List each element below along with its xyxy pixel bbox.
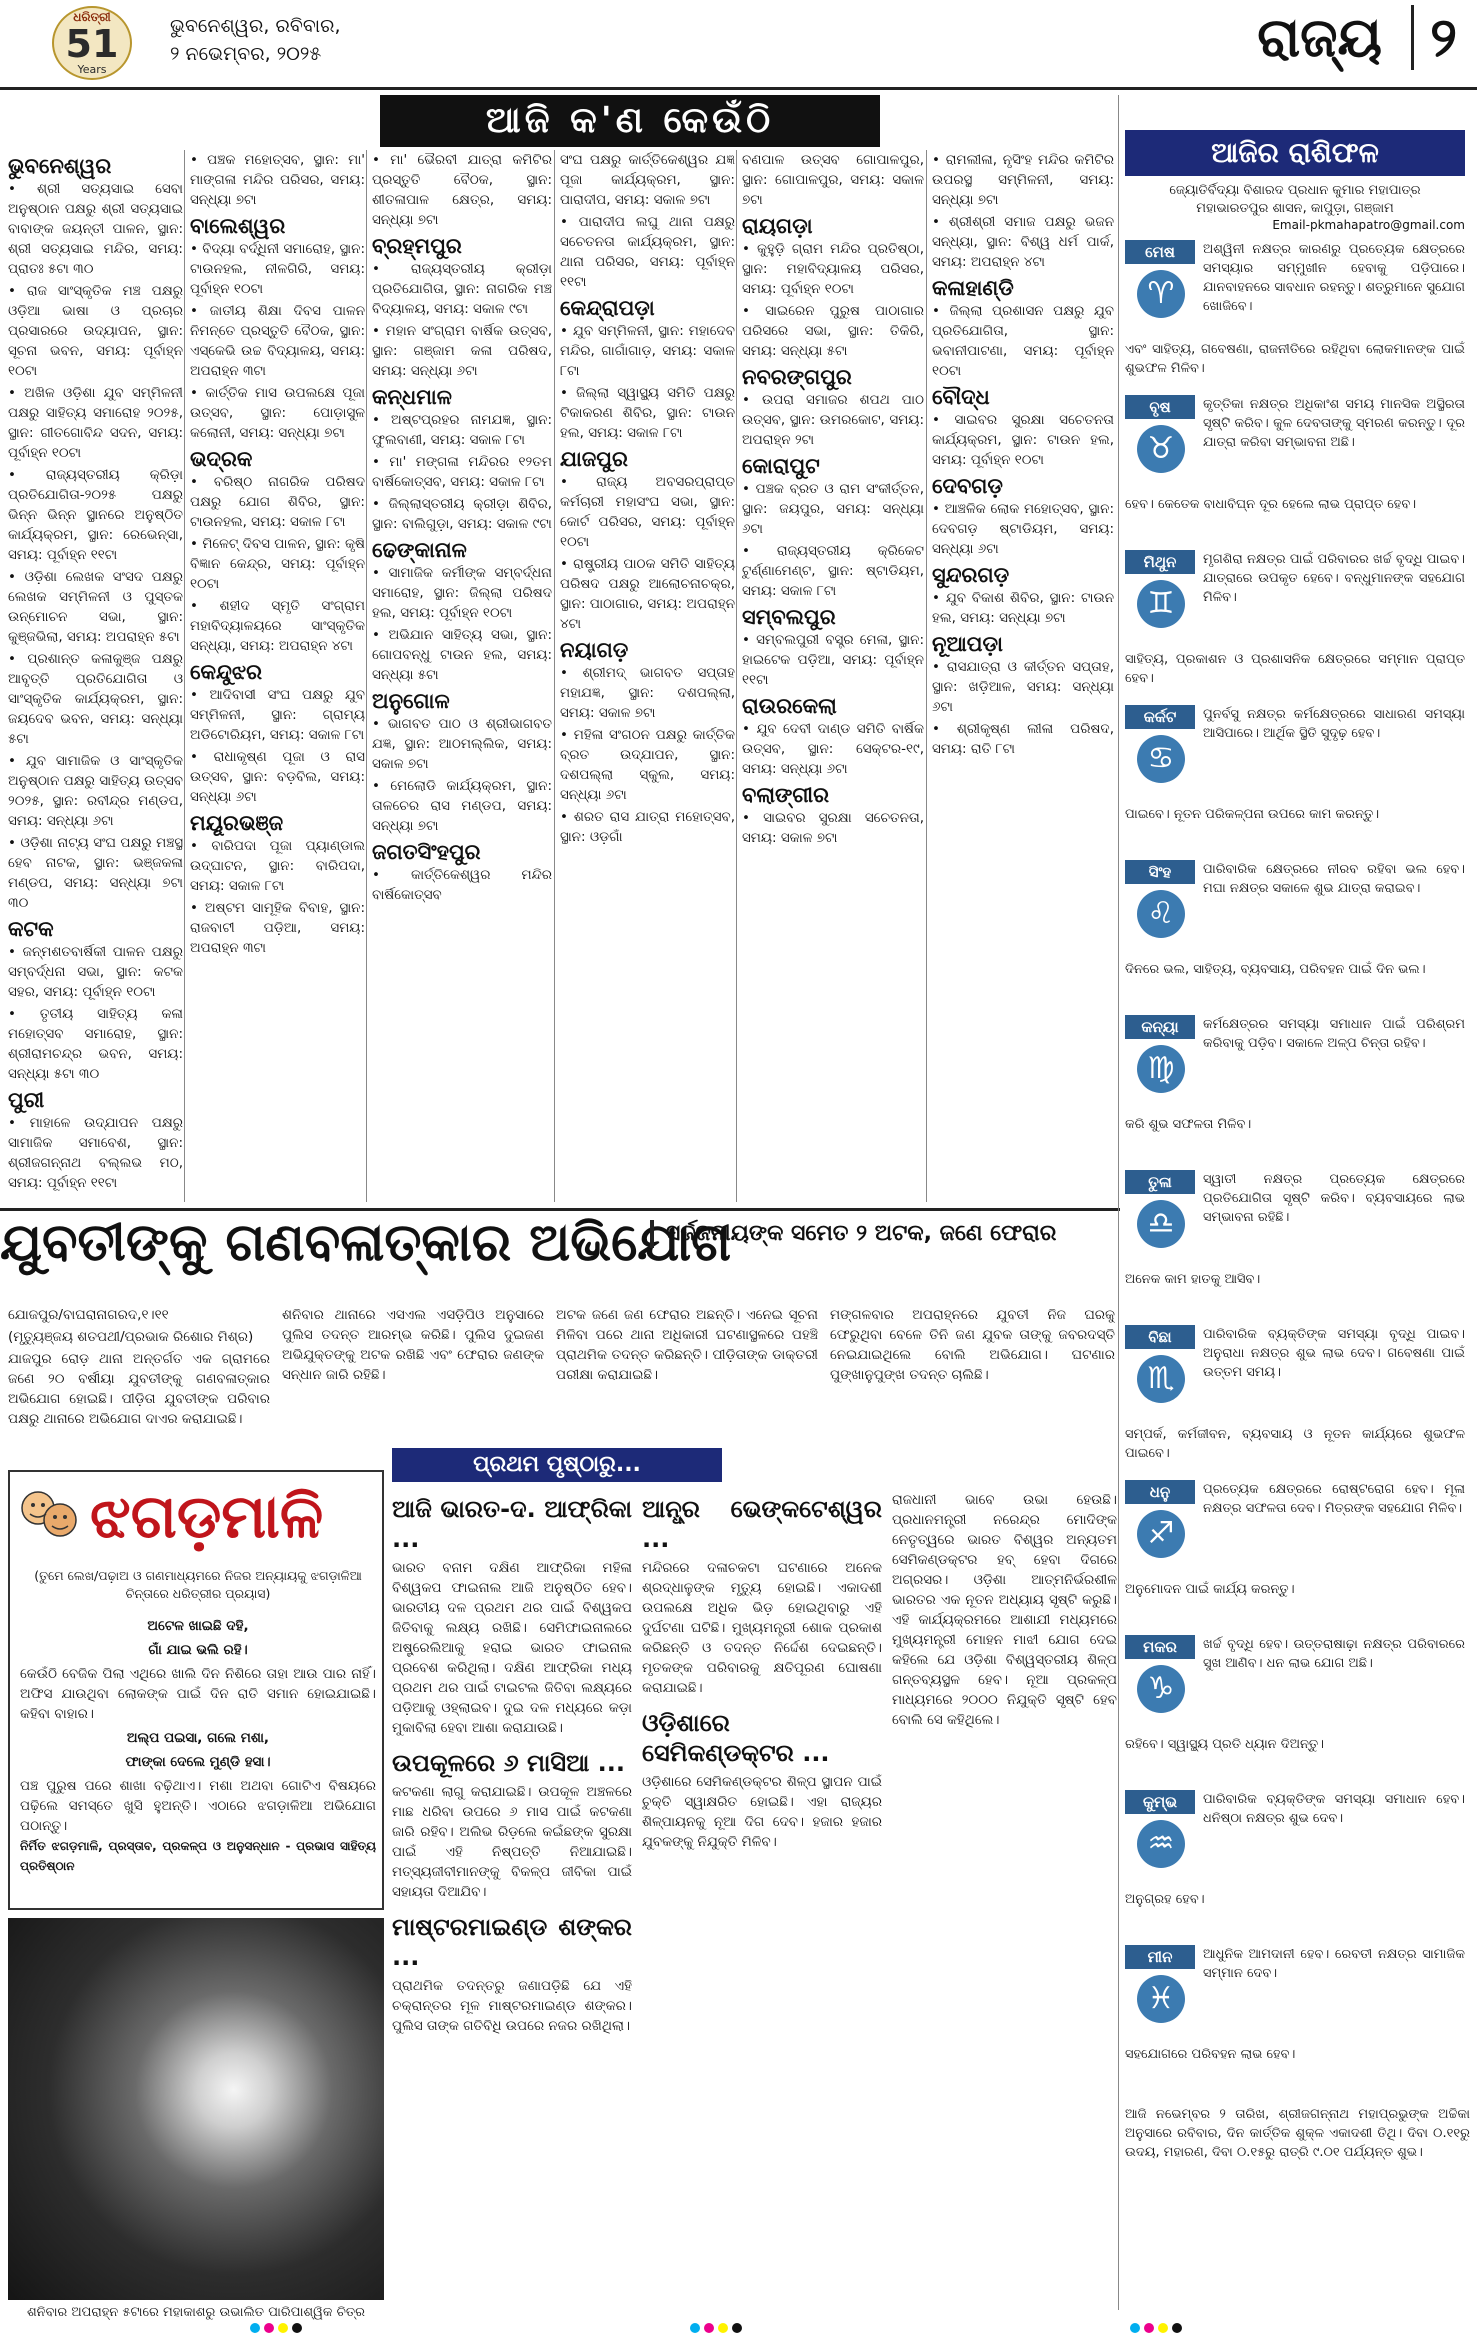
- event-item: • ଶ୍ରୀକୃଷ୍ଣ ଲୀଳା ପରିଷଦ, ସମୟ: ରାତି ୮ଟା: [932, 721, 1114, 757]
- cyan-mark-icon: [250, 2323, 260, 2333]
- event-item: • କାର୍ତ୍ତିକ ମାସ ଉପଲକ୍ଷେ ପୂଜା ଉତ୍ସବ, ସ୍ଥାନ: ପୋଡ଼ାସୁଳ କଲୋନୀ, ସମୟ: ସନ୍ଧ୍ୟା ୭ଟା: [190, 385, 365, 441]
- rashi-sign: [1125, 1635, 1470, 1785]
- headline-byline: (ମୃତ୍ୟୁଞ୍ଜୟ ଶତପଥୀ/ପ୍ରଭାକ ରିଶୋର ମିଶ୍ର): [8, 1329, 254, 1345]
- rashi-text: ଆଧୁନିକ ଆମଦାନୀ ହେବ। ରେବତୀ ନକ୍ଷତ୍ର ସାମାଜିକ ସମ୍ମାନ ଦେବ।: [1203, 1947, 1465, 1981]
- rashi-text-continued: କରି ଶୁଭ ସଫଳତା ମିଳିବ।: [1125, 1117, 1252, 1132]
- black-mark-icon: [292, 2323, 302, 2333]
- rashi-text-continued: ରହିବେ। ସ୍ୱାସ୍ଥ୍ୟ ପ୍ରତି ଧ୍ୟାନ ଦିଅନ୍ତୁ।: [1125, 1737, 1325, 1752]
- event-item: • ରାଷ୍ଟ୍ରୀୟ ପାଠକ ସମିତି ସାହିତ୍ୟ ପରିଷଦ ପକ୍ଷରୁ ଆଲୋଚନାଚକ୍ର, ସ୍ଥାନ: ପାଠାଗାର, ସମୟ: ଅପରାହ୍ନ ୪ଟା: [560, 556, 735, 632]
- astrologer-place: ମହାଭାରତପୁର ଶାସନ, କାପୁଡ଼ା, ଗଞ୍ଜାମ: [1196, 201, 1394, 216]
- rashi-text-continued: ଅନେକ କାମ ହାତକୁ ଆସିବ।: [1125, 1272, 1261, 1287]
- events-column: [742, 150, 924, 1202]
- district-heading: କଳାହାଣ୍ଡି: [932, 276, 1014, 300]
- story-body: ପ୍ରାଥମିକ ତଦନ୍ତରୁ ଜଣାପଡ଼ିଛି ଯେ ଏହି ଚକ୍ରାନ୍ତର ମୂଳ ମାଷ୍ଟରମାଇଣ୍ଡ ଶଙ୍କର। ପୁଲିସ ତାଙ୍କ ଗତିବିଧି ଉପରେ ନଜର ରଖିଥିଲା।: [392, 1978, 632, 2034]
- district-heading: ବାଲେଶ୍ୱର: [190, 214, 286, 238]
- events-column: [932, 150, 1114, 1202]
- astrologer-name: ଜ୍ୟୋତିର୍ବିଦ୍ୟା ବିଶାରଦ ପ୍ରଧାନ କୁମାର ମହାପାତ୍ର: [1169, 183, 1421, 198]
- panchang-text: ଆଜି ନଭେମ୍ବର ୨ ତାରିଖ, ଶ୍ରୀଜଗନ୍ନାଥ ମହାପ୍ରଭୁଙ୍କ ଅଚ୍ଚିକା ଅନୁସାରେ ରବିବାର, ଦିନ କାର୍ତ୍ତିକ ଶୁକ୍ଳ ଏକାଦଶୀ ତିଥି। ଦିବା ୦.୧୧ରୁ ଉଦୟ, ମହାରଣ, ଦିବା ୦.୧୫ରୁ ରାତ୍ରି ୯.୦୧ ପର୍ଯ୍ୟନ୍ତ ଶୁଭ।: [1125, 2107, 1470, 2160]
- zodiac-icon: ♒: [1137, 1820, 1185, 1868]
- event-item: • ରାଜ୍ୟ ଅବସରପ୍ରାପ୍ତ କର୍ମଚାରୀ ମହାସଂଘ ସଭା, ସ୍ଥାନ: କୋର୍ଟ ପରିସର, ସମୟ: ପୂର୍ବାହ୍ନ ୧୦ଟା: [560, 474, 735, 550]
- district-heading: ରାଉରକେଲା: [742, 694, 837, 718]
- rashi-sign: [1125, 860, 1470, 1010]
- event-item: • ଜାତୀୟ ଶିକ୍ଷା ଦିବସ ପାଳନ ନିମନ୍ତେ ପ୍ରସ୍ତୁତି ବୈଠକ, ସ୍ଥାନ: ଏସ୍‌କେଭି ଉଚ୍ଚ ବିଦ୍ୟାଳୟ, ସମୟ: ଅପରାହ୍ନ ୩ଟା: [190, 303, 365, 379]
- district-heading: ସମ୍ବଲପୁର: [742, 605, 836, 629]
- cartoon-faces-icon: [18, 1480, 78, 1550]
- rashi-text-continued: ସମ୍ପର୍କ, କର୍ମଜୀବନ, ବ୍ୟବସାୟ ଓ ନୂତନ କାର୍ଯ୍ୟରେ ଶୁଭଫଳ ପାଇବେ।: [1125, 1427, 1465, 1461]
- rashi-sign: [1125, 1325, 1470, 1475]
- event-item: • ଅଖିଳ ଓଡ଼ିଶା ଯୁବ ସମ୍ମିଳନୀ ପକ୍ଷରୁ ସାହିତ୍ୟ ସମାରୋହ ୨୦୨୫, ସ୍ଥାନ: ଗୀତଗୋବିନ୍ଦ ସଦନ, ସମୟ: ପୂର୍ବାହ୍ନ ୧୦ଟା: [8, 385, 183, 461]
- event-item: • ଜନ୍ମଶତବାର୍ଷିକୀ ପାଳନ ପକ୍ଷରୁ ସମ୍ବର୍ଦ୍ଧନା ସଭା, ସ୍ଥାନ: କଟକ ସହର, ସମୟ: ପୂର୍ବାହ୍ନ ୧୦ଟା: [8, 944, 183, 1000]
- rashi-name-badge: କୁମ୍ଭ: [1125, 1790, 1195, 1814]
- rashi-text: ପାରିବାରିକ ବ୍ୟକ୍ତିଙ୍କ ସମସ୍ୟା ବୃଦ୍ଧି ପାଇବ। ଅନୁରାଧା ନକ୍ଷତ୍ର ଶୁଭ ଲାଭ ଦେବ। ଗବେଷଣା ପାଇଁ ଉତ୍ତମ ସମୟ।: [1203, 1327, 1465, 1380]
- events-banner: ଆଜି କ'ଣ କେଉଁଠି: [380, 95, 880, 147]
- event-item: • ଜିଲ୍ଲା ସ୍ୱାସ୍ଥ୍ୟ ସମିତି ପକ୍ଷରୁ ଟିକାକରଣ ଶିବିର, ସ୍ଥାନ: ଟାଉନ ହଲ, ସମୟ: ସକାଳ ୮ଟା: [560, 385, 735, 441]
- rashi-sign: [1125, 1015, 1470, 1165]
- story-title: ମାଷ୍ଟରମାଇଣ୍ଡ ଶଙ୍କର ...: [392, 1913, 632, 1971]
- event-item: • ରାଜ୍ୟସ୍ତରୀୟ କ୍ରିଡ଼ା ପ୍ରତିଯୋଗିତା-୨୦୨୫ ପକ୍ଷରୁ ଭିନ୍ନ ଭିନ୍ନ ସ୍ଥାନରେ ଅନୁଷ୍ଠିତ କାର୍ଯ୍ୟକ୍ରମ, ସ୍ଥାନ: ରେଭେନ୍ସା, ସମୟ: ପୂର୍ବାହ୍ନ ୧୧ଟା: [8, 467, 183, 563]
- zodiac-icon: ♑: [1137, 1665, 1185, 1713]
- dateline: [170, 12, 341, 68]
- magenta-mark-icon: [704, 2323, 714, 2333]
- rashi-name-badge: ତୁଳା: [1125, 1170, 1195, 1194]
- event-item: • ଯୁବ ସାମାଜିକ ଓ ସାଂସ୍କୃତିକ ଅନୁଷ୍ଠାନ ପକ୍ଷରୁ ସାହିତ୍ୟ ଉତ୍ସବ ୨୦୨୫, ସ୍ଥାନ: ରବୀନ୍ଦ୍ର ମଣ୍ଡପ, ସମୟ: ସନ୍ଧ୍ୟା ୬ଟା: [8, 753, 183, 829]
- event-item: • ପ୍ରଶାନ୍ତ କଳାକୁଞ୍ଜ ପକ୍ଷରୁ ଆବୃତ୍ତି ପ୍ରତିଯୋଗିତା ଓ ସାଂସ୍କୃତିକ କାର୍ଯ୍ୟକ୍ରମ, ସ୍ଥାନ: ଜୟଦେବ ଭବନ, ସମୟ: ସନ୍ଧ୍ୟା ୫ଟା: [8, 651, 183, 747]
- event-item: • ରାଜ୍ୟସ୍ତରୀୟ କ୍ରିକେଟ ଟୁର୍ଣ୍ଣାମେଣ୍ଟ, ସ୍ଥାନ: ଷ୍ଟାଡିୟମ, ସମୟ: ସକାଳ ୮ଟା: [742, 543, 924, 599]
- event-item: • ଓଡ଼ିଶା ନାଟ୍ୟ ସଂଘ ପକ୍ଷରୁ ମଞ୍ଚସ୍ଥ ହେବ ନାଟକ, ସ୍ଥାନ: ଭଞ୍ଜକଳା ମଣ୍ଡପ, ସମୟ: ସନ୍ଧ୍ୟା ୭ଟା ୩୦: [8, 835, 183, 911]
- yellow-mark-icon: [718, 2323, 728, 2333]
- district-heading: ଅନୁଗୋଳ: [372, 689, 450, 713]
- event-item: • ଅଭିଯାନ ସାହିତ୍ୟ ସଭା, ସ୍ଥାନ: ଗୋପବନ୍ଧୁ ଟାଉନ ହଲ, ସମୟ: ସନ୍ଧ୍ୟା ୫ଟା: [372, 627, 552, 683]
- column-rule: [184, 150, 185, 1202]
- story-body: ରାଜଧାନୀ ଭାବେ ଉଭା ହେଉଛି। ପ୍ରଧାନମନ୍ତ୍ରୀ ନରେନ୍ଦ୍ର ମୋଦିଙ୍କ ନେତୃତ୍ୱରେ ଭାରତ ବିଶ୍ୱର ଅନ୍ୟତମ ସେମିକଣ୍ଡକ୍ଟର ହବ୍ ହେବା ଦିଗରେ ଅଗ୍ରସର। ଓଡ଼ିଶା ଆତ୍ମନିର୍ଭରଶୀଳ ଭାରତର ଏକ ନୂତନ ଅଧ୍ୟାୟ ସୃଷ୍ଟି କରୁଛି। ଏହି କାର୍ଯ୍ୟକ୍ରମରେ ଆଶାଯୀ ମଧ୍ୟମରେ ମୁଖ୍ୟମନ୍ତ୍ରୀ ମୋହନ ମାଝୀ ଯୋଗ ଦେଇ କହିଲେ ଯେ ଓଡ଼ିଶା ବିଶ୍ୱସ୍ତରୀୟ ଶିଳ୍ପ ଗନ୍ତବ୍ୟସ୍ଥଳ ହେବ। ନୂଆ ପ୍ରକଳ୍ପ ମାଧ୍ୟମରେ ୨୦୦୦ ନିଯୁକ୍ତି ସୃଷ୍ଟି ହେବ ବୋଲି ସେ କହିଥିଲେ।: [892, 1492, 1117, 1728]
- rashi-name-badge: ବୃଷ: [1125, 395, 1195, 419]
- rashi-name-badge: ମକର: [1125, 1635, 1195, 1659]
- jhagadamali-paragraph: ପଞ୍ଚ ପୁରୁଷ ପରେ ଶାଖା ବଢ଼ିଥାଏ। ମଶା ଅଥବା ଗୋଟିଏ ବିଷୟରେ ପଢ଼ିଲେ ସମସ୍ତେ ଖୁସି ହୁଅନ୍ତି। ଏଠାରେ ଝଗଡ଼ାଳିଆ ଅଭିଯୋଗ ପଠାନ୍ତୁ।: [20, 1778, 376, 1834]
- event-item: • ରାଧାକୃଷ୍ଣ ପୂଜା ଓ ରାସ ଉତ୍ସବ, ସ୍ଥାନ: ବଡ଼ବିଲ, ସମୟ: ସନ୍ଧ୍ୟା ୬ଟା: [190, 749, 365, 805]
- event-item: • ଯୁବ ଦେବୀ ଦାଣ୍ଡ ସମିତି ବାର୍ଷିକ ଉତ୍ସବ, ସ୍ଥାନ: ସେକ୍ଟର-୧୯, ସମୟ: ସନ୍ଧ୍ୟା ୬ଟା: [742, 721, 924, 777]
- section-title: ରାଜ୍ୟ: [1257, 5, 1382, 69]
- event-item: • ପଞ୍ଚକ ମହୋତ୍ସବ, ସ୍ଥାନ: ମା' ମାଙ୍ଗଳା ମନ୍ଦିର ପରିସର, ସମୟ: ସନ୍ଧ୍ୟା ୭ଟା: [190, 152, 365, 208]
- anniversary-logo: [52, 6, 132, 80]
- jhagadamali-box: [8, 1470, 384, 1910]
- event-item: ବଣପାଳ ଉତ୍ସବ ଗୋପାଳପୁର, ସ୍ଥାନ: ଗୋପାଳପୁର, ସମୟ: ସକାଳ ୭ଟା: [742, 152, 924, 208]
- event-item: • ଶ୍ରୀଶ୍ରୀ ସମାଜ ପକ୍ଷରୁ ଭଜନ ସନ୍ଧ୍ୟା, ସ୍ଥାନ: ବିଶ୍ୱ ଧର୍ମ ପାର୍କ, ସମୟ: ଅପରାହ୍ନ ୪ଟା: [932, 214, 1114, 270]
- story-title: ଉପକୂଳରେ ୬ ମାସିଆ ...: [392, 1749, 626, 1777]
- rashifal-byline: [1125, 182, 1465, 218]
- rashi-name-badge: କର୍କଟ: [1125, 705, 1195, 729]
- story-title: ଆଜି ଭାରତ-ଦ. ଆଫ୍ରିକା ...: [392, 1495, 632, 1553]
- zodiac-icon: ♋: [1137, 735, 1185, 783]
- headline-paragraph: ମଙ୍ଗଳବାର ଅପରାହ୍ନରେ ଯୁବତୀ ନିଜ ଘରକୁ ଫେରୁଥିବା ବେଳେ ତିନି ଜଣ ଯୁବକ ତାଙ୍କୁ ଜବରଦସ୍ତି ନେଇଯାଇଥିଲେ ବୋଲି ଅଭିଯୋଗ। ଘଟଣାର ପୁଙ୍ଖାନୁପୁଙ୍ଖ ତଦନ୍ତ ଚାଲିଛି।: [830, 1307, 1115, 1383]
- event-item: • ମହାନ ସଂଗ୍ରାମ ବାର୍ଷିକ ଉତ୍ସବ, ସ୍ଥାନ: ଗଞ୍ଜାମ କଳା ପରିଷଦ, ସମୟ: ସନ୍ଧ୍ୟା ୬ଟା: [372, 323, 552, 379]
- event-item: • ଯୁବ ବିକାଶ ଶିବିର, ସ୍ଥାନ: ଟାଉନ ହଲ, ସମୟ: ସନ୍ଧ୍ୟା ୭ଟା: [932, 590, 1114, 626]
- event-item: • ମାହାଳେ ଉଦ୍‌ଯାପନ ପକ୍ଷରୁ ସାମାଜିକ ସମାବେଶ, ସ୍ଥାନ: ଶ୍ରୀଜଗନ୍ନାଥ ବଲ୍ଲଭ ମଠ, ସମୟ: ପୂର୍ବାହ୍ନ ୧୧ଟା: [8, 1115, 183, 1191]
- quote-line: ଅଲ୍ପ ପଇସା, ଗଲେ ମଶା,: [126, 1730, 270, 1746]
- event-item: • ଅଷ୍ଟପ୍ରହର ନାମଯଜ୍ଞ, ସ୍ଥାନ: ଫୁଲବାଣୀ, ସମୟ: ସକାଳ ୮ଟା: [372, 412, 552, 448]
- rashi-text-continued: ଏବଂ ସାହିତ୍ୟ, ଗବେଷଣା, ରାଜନୀତିରେ ରହିଥିବା ଲୋକମାନଙ୍କ ପାଇଁ ଶୁଭଫଳ ମିଳିବ।: [1125, 342, 1465, 376]
- headline-dateline: ଯୋଜପୁର/ବାଘରାନାଗରଦ,୧।୧୧: [8, 1307, 169, 1323]
- registration-marks: [0, 2318, 1477, 2339]
- quote-line: ଫାଙ୍କା ଦେଲେ ମୁଣ୍ଡି ହସା।: [125, 1754, 271, 1770]
- headline: ଯୁବତୀଙ୍କୁ ଗଣବଳାତ୍କାର ଅଭିଯୋଗ: [0, 1212, 732, 1273]
- headline-body-col-2: [282, 1305, 544, 1445]
- jhagadamali-body: [20, 1612, 376, 1876]
- zodiac-icon: ♉: [1137, 425, 1185, 473]
- headline-body-col-4: [830, 1305, 1115, 1445]
- district-heading: ରାୟଗଡ଼ା: [742, 214, 813, 238]
- zodiac-icon: ♍: [1137, 1045, 1185, 1093]
- district-heading: ନୂଆପଡ଼ା: [932, 632, 1003, 656]
- satellite-image: [8, 1918, 384, 2300]
- rashi-sign: [1125, 705, 1470, 855]
- event-item: • ରାସଯାତ୍ରା ଓ କୀର୍ତ୍ତନ ସପ୍ତାହ, ସ୍ଥାନ: ଖଡ଼ିଆଳ, ସମୟ: ସନ୍ଧ୍ୟା ୬ଟା: [932, 659, 1114, 715]
- front-col-1: [392, 1490, 632, 2300]
- rashi-text: ପ୍ରତ୍ୟେକ କ୍ଷେତ୍ରରେ ରୋଷ୍ଟରୋଗ ହେବ। ମୂଳା ନକ୍ଷତ୍ର ସଫଳତା ଦେବ। ମିତ୍ରଙ୍କ ସହଯୋଗ ମିଳିବ।: [1203, 1482, 1465, 1516]
- cyan-mark-icon: [690, 2323, 700, 2333]
- black-mark-icon: [1172, 2323, 1182, 2333]
- magenta-mark-icon: [264, 2323, 274, 2333]
- rashi-sign: [1125, 550, 1470, 700]
- story-title: ଓଡ଼ିଶାରେ ସେମିକଣ୍ଡକ୍ଟର ...: [642, 1709, 830, 1767]
- cyan-mark-icon: [1130, 2323, 1140, 2333]
- subheadline: ସର୍ଜ୍ଜନୀୟଙ୍କ ସମେତ ୨ ଅଟକ, ଜଣେ ଫେରାର: [650, 1220, 1120, 1248]
- event-item: • ମିଳେଟ୍ ଦିବସ ପାଳନ, ସ୍ଥାନ: କୃଷି ବିଜ୍ଞାନ କେନ୍ଦ୍ର, ସମୟ: ପୂର୍ବାହ୍ନ ୧୦ଟା: [190, 536, 365, 592]
- event-item: • ମା' ମଙ୍ଗଳା ମନ୍ଦିରର ୧୨ତମ ବାର୍ଷିକୋତ୍ସବ, ସମୟ: ସକାଳ ୮ଟା: [372, 454, 552, 490]
- rashi-sign: [1125, 240, 1470, 390]
- rashi-sign: [1125, 1480, 1470, 1630]
- event-item: • ସାମାଜିକ କର୍ମୀଙ୍କ ସମ୍ବର୍ଦ୍ଧନା ସମାରୋହ, ସ୍ଥାନ: ଜିଲ୍ଲା ପରିଷଦ ହଲ, ସମୟ: ପୂର୍ବାହ୍ନ ୧୦ଟା: [372, 565, 552, 621]
- rashi-text: କର୍ମକ୍ଷେତ୍ରର ସମସ୍ୟା ସମାଧାନ ପାଇଁ ପରିଶ୍ରମ କରିବାକୁ ପଡ଼ିବ। ସକାଳେ ଅଳ୍ପ ଚିନ୍ତା ରହିବ।: [1203, 1017, 1465, 1051]
- event-item: • ବରିଷ୍ଠ ନାଗରିକ ପରିଷଦ ପକ୍ଷରୁ ଯୋଗ ଶିବିର, ସ୍ଥାନ: ଟାଉନହଲ, ସମୟ: ସକାଳ ୮ଟା: [190, 474, 365, 530]
- black-mark-icon: [732, 2323, 742, 2333]
- district-heading: ଭଦ୍ରକ: [190, 447, 253, 471]
- column-rule: [1118, 95, 1119, 2310]
- column-rule: [926, 150, 927, 1202]
- yellow-mark-icon: [278, 2323, 288, 2333]
- jhagadamali-credit: ନିର୍ମିତ ଝଗଡ଼ମାଳି, ପ୍ରସ୍ତାବ, ପ୍ରକଳ୍ପ ଓ ଅନୁସନ୍ଧାନ - ପ୍ରଭାସ ସାହିତ୍ୟ ପ୍ରତିଷ୍ଠାନ: [20, 1839, 376, 1873]
- event-item: • ଜିଲ୍ଲାସ୍ତରୀୟ କ୍ରୀଡ଼ା ଶିବିର, ସ୍ଥାନ: ବାଲିଗୁଡ଼ା, ସମୟ: ସକାଳ ୯ଟା: [372, 496, 552, 532]
- rashi-text: ସ୍ୱାତୀ ନକ୍ଷତ୍ର ପ୍ରତ୍ୟେକ କ୍ଷେତ୍ରରେ ପ୍ରତିଯୋଗିତା ସୃଷ୍ଟି କରିବ। ବ୍ୟବସାୟରେ ଲାଭ ସମ୍ଭାବନା ରହିଛି।: [1203, 1172, 1465, 1225]
- rashi-sign: [1125, 395, 1470, 545]
- event-item: • ସାଇବର ସୁରକ୍ଷା ସଚେତନତା, ସମୟ: ସକାଳ ୭ଟା: [742, 810, 924, 846]
- front-col-3: [892, 1490, 1117, 2300]
- event-item: • ରାଜ୍ୟସ୍ତରୀୟ କ୍ରୀଡ଼ା ପ୍ରତିଯୋଗିତା, ସ୍ଥାନ: ନାଗରିକ ମଞ୍ଚ ବିଦ୍ୟାଳୟ, ସମୟ: ସକାଳ ୯ଟା: [372, 261, 552, 317]
- rashi-sign: [1125, 1170, 1470, 1320]
- rashi-name-badge: ବିଛା: [1125, 1325, 1195, 1349]
- district-heading: ସୁନ୍ଦରଗଡ଼: [932, 563, 1010, 587]
- event-item: • ଭାଗବତ ପାଠ ଓ ଶ୍ରୀଭାଗବତ ଯଜ୍ଞ, ସ୍ଥାନ: ଆଠମଲ୍ଲିକ, ସମୟ: ସକାଳ ୭ଟା: [372, 716, 552, 772]
- story-title: ଆନ୍ଧ୍ର ଭେଙ୍କଟେଶ୍ୱର ...: [642, 1495, 882, 1553]
- divider: [0, 1208, 1120, 1211]
- event-item: • ମା' ଭୈରବୀ ଯାତ୍ରା କମିଟିର ପ୍ରସ୍ତୁତି ବୈଠକ, ସ୍ଥାନ: ଶୀତଳାପାଳ କ୍ଷେତ୍ର, ସମୟ: ସନ୍ଧ୍ୟା ୭ଟା: [372, 152, 552, 228]
- rashi-text-continued: ସାହିତ୍ୟ, ପ୍ରକାଶନ ଓ ପ୍ରଶାସନିକ କ୍ଷେତ୍ରରେ ସମ୍ମାନ ପ୍ରାପ୍ତ ହେବ।: [1125, 652, 1465, 686]
- rashifal-title: ଆଜିର ରାଶିଫଳ: [1125, 130, 1465, 176]
- story-body: କଟକଣା ଲାଗୁ କରାଯାଇଛି। ଉପକୂଳ ଅଞ୍ଚଳରେ ମାଛ ଧରିବା ଉପରେ ୬ ମାସ ପାଇଁ କଟକଣା ଜାରି ରହିବ। ଅଲିଭ ରିଡ଼ଲେ କଇଁଛଙ୍କ ସୁରକ୍ଷା ପାଇଁ ଏହି ନିଷ୍ପତ୍ତି ନିଆଯାଇଛି। ମତ୍ସ୍ୟଜୀବୀମାନଙ୍କୁ ବିକଳ୍ପ ଜୀବିକା ପାଇଁ ସହାୟତା ଦିଆଯିବ।: [392, 1784, 632, 1900]
- satellite-caption: ଶନିବାର ଅପରାହ୍ନ ୫ଟାରେ ମହାକାଶରୁ ଉଭାଲିତ ପାରିପାଶ୍ୱିକ ଚିତ୍ର: [26, 2305, 366, 2320]
- events-column: [8, 150, 183, 1202]
- astrologer-email: Email-pkmahapatro@gmail.com: [1272, 218, 1465, 232]
- rashi-name-badge: ମେଷ: [1125, 240, 1195, 264]
- brand-name: ଧରିତ୍ରୀ: [73, 10, 111, 24]
- jhagadamali-title: ଝଗଡ଼ମାଳି: [90, 1482, 324, 1552]
- district-heading: କନ୍ଧମାଳ: [372, 385, 452, 409]
- district-heading: ବ୍ରହ୍ମପୁର: [372, 234, 462, 258]
- district-heading: କେନ୍ଦୁଝର: [190, 660, 263, 684]
- district-heading: ମୟୂରଭଞ୍ଜ: [190, 811, 284, 835]
- front-page-label: ପ୍ରଥମ ପୃଷ୍ଠାରୁ...: [392, 1448, 722, 1482]
- event-item: • ଅଷ୍ଟମ ସାମୂହିକ ବିବାହ, ସ୍ଥାନ: ରାଜବାଟୀ ପଡ଼ିଆ, ସମୟ: ଅପରାହ୍ନ ୩ଟା: [190, 900, 365, 956]
- rashi-text: କୃତ୍ତିକା ନକ୍ଷତ୍ର ଅଧିକାଂଶ ସମୟ ମାନସିକ ଅସ୍ଥିରତା ସୃଷ୍ଟି କରିବ। କୁଳ ଦେବତାଙ୍କୁ ସ୍ମରଣ କରନ୍ତୁ। ଦୂର ଯାତ୍ରା କରିବା ସମ୍ଭାବନା ଅଛି।: [1203, 397, 1465, 450]
- event-item: • କୁହୁଡ଼ି ଗ୍ରାମ ମନ୍ଦିର ପ୍ରତିଷ୍ଠା, ସ୍ଥାନ: ମହାବିଦ୍ୟାଳୟ ପରିସର, ସମୟ: ପୂର୍ବାହ୍ନ ୧୦ଟା: [742, 241, 924, 297]
- events-column: [560, 150, 735, 1202]
- jhagadamali-paragraph: କେଉଁଠି ବେଜିକ ପିଲା ଏଥିରେ ଖାଲି ଦିନ ନିଶିରେ ତାହା ଆଉ ପାର ନାହିଁ। ଅଫିସ ଯାଉଥିବା ଲୋକଙ୍କ ପାଇଁ ଦିନ ରାତି ସମାନ ହୋଇଯାଇଛି। କହିବା ବାହାର।: [20, 1666, 376, 1722]
- headline-paragraph: ଶନିବାର ଥାନାରେ ଏସଏଲ ଏସଡ଼ିପିଓ ଅନୁସାରେ ପୁଲିସ ତଦନ୍ତ ଆରମ୍ଭ କରିଛି। ପୁଲିସ ଦୁଇଜଣ ଅଭିଯୁକ୍ତଙ୍କୁ ଅଟକ ରଖିଛି ଏବଂ ଫେରାର ଜଣଙ୍କ ସନ୍ଧାନ ଜାରି ରହିଛି।: [282, 1307, 544, 1383]
- events-column: [190, 150, 365, 1202]
- headline-body-col-3: [556, 1305, 818, 1445]
- event-item: • ଆଞ୍ଚଳିକ ଲୋକ ମହୋତ୍ସବ, ସ୍ଥାନ: ଦେବଗଡ଼ ଷ୍ଟାଡିୟମ, ସମୟ: ସନ୍ଧ୍ୟା ୬ଟା: [932, 501, 1114, 557]
- event-item: • ଉପରା ସମାଜର ଶପଥ ପାଠ ଉତ୍ସବ, ସ୍ଥାନ: ଉମରକୋଟ, ସମୟ: ଅପରାହ୍ନ ୨ଟା: [742, 392, 924, 448]
- quote-line: ଗାଁ ଯାଇ ଭଲି ରହି।: [148, 1642, 248, 1658]
- event-item: • ଶ୍ରୀ ସତ୍ୟସାଇ ସେବା ଅନୁଷ୍ଠାନ ପକ୍ଷରୁ ଶ୍ରୀ ସତ୍ୟସାଇ ବାବାଙ୍କ ଜୟନ୍ତୀ ପାଳନ, ସ୍ଥାନ: ଶ୍ରୀ ସତ୍ୟସାଇ ମନ୍ଦିର, ସମୟ: ପ୍ରାତଃ ୫ଟା ୩୦: [8, 181, 183, 277]
- event-item: • ଶହୀଦ ସ୍ମୃତି ସଂଗ୍ରାମ ମହାବିଦ୍ୟାଳୟରେ ସାଂସ୍କୃତିକ ସନ୍ଧ୍ୟା, ସମୟ: ଅପରାହ୍ନ ୪ଟା: [190, 598, 365, 654]
- rashi-sign: [1125, 1790, 1470, 1940]
- story-body: ଭାରତ ବନାମ ଦକ୍ଷିଣ ଆଫ୍ରିକା ମହିଳା ବିଶ୍ୱକପ ଫାଇନାଲ ଆଜି ଅନୁଷ୍ଠିତ ହେବ। ଭାରତୀୟ ଦଳ ପ୍ରଥମ ଥର ପାଇଁ ବିଶ୍ୱକପ ଜିତିବାକୁ ଲକ୍ଷ୍ୟ ରଖିଛି। ସେମିଫାଇନାଲରେ ଅଷ୍ଟ୍ରେଲିଆକୁ ହରାଇ ଭାରତ ଫାଇନାଲ ପ୍ରବେଶ କରିଥିଲା। ଦକ୍ଷିଣ ଆଫ୍ରିକା ମଧ୍ୟ ପ୍ରଥମ ଥର ପାଇଁ ଟାଇଟଲ ଜିତିବା ଲକ୍ଷ୍ୟରେ ପଡ଼ିଆକୁ ଓହ୍ଲାଇବ। ଦୁଇ ଦଳ ମଧ୍ୟରେ କଡ଼ା ମୁକାବିଲା ହେବା ଆଶା କରାଯାଉଛି।: [392, 1560, 632, 1736]
- dateline-city-day: ଭୁବନେଶ୍ୱର, ରବିବାର,: [170, 15, 341, 37]
- event-item: • ପାରାଦୀପ ଲଘୁ ଥାନା ପକ୍ଷରୁ ସଚେତନତା କାର୍ଯ୍ୟକ୍ରମ, ସ୍ଥାନ: ଥାନା ପରିସର, ସମୟ: ପୂର୍ବାହ୍ନ ୧୧ଟା: [560, 214, 735, 290]
- rashi-text-continued: ଦିନରେ ଭଲ, ସାହିତ୍ୟ, ବ୍ୟବସାୟ, ପରିବହନ ପାଇଁ ଦିନ ଭଲ।: [1125, 962, 1426, 977]
- quote-line: ଅଟେଳ ଖାଇଛି ଦହି,: [147, 1618, 249, 1634]
- event-item: • ଓଡ଼ିଶା ଲେଖକ ସଂସଦ ପକ୍ଷରୁ ଲେଖକ ସମ୍ମିଳନୀ ଓ ପୁସ୍ତକ ଉନ୍ମୋଚନ ସଭା, ସ୍ଥାନ: କୁଞ୍ଜଭିଲା, ସମୟ: ଅପରାହ୍ନ ୫ଟା: [8, 569, 183, 645]
- district-heading: ଭୁବନେଶ୍ୱର: [8, 154, 112, 178]
- rashi-text: ପାରିବାରିକ କ୍ଷେତ୍ରରେ ନୀରବ ରହିବା ଭଲ ହେବ। ମଘା ନକ୍ଷତ୍ର ସକାଳେ ଶୁଭ ଯାତ୍ରା କରାଇବ।: [1203, 862, 1465, 896]
- event-item: • ମେଲୋଡି କାର୍ଯ୍ୟକ୍ରମ, ସ୍ଥାନ: ତାଳଚେର ରାସ ମଣ୍ଡପ, ସମୟ: ସନ୍ଧ୍ୟା ୭ଟା: [372, 778, 552, 834]
- rashi-text-continued: ପାଇବେ। ନୂତନ ପରିକଳ୍ପନା ଉପରେ କାମ କରନ୍ତୁ।: [1125, 807, 1380, 822]
- rashi-name-badge: ମିଥୁନ: [1125, 550, 1195, 574]
- event-item: • ଶ୍ରୀମଦ୍ ଭାଗବତ ସପ୍ତାହ ମହାଯଜ୍ଞ, ସ୍ଥାନ: ଦଶପଲ୍ଲା, ସମୟ: ସକାଳ ୭ଟା: [560, 665, 735, 721]
- rashi-text: ପାରିବାରିକ ବ୍ୟକ୍ତିଙ୍କ ସମସ୍ୟା ସମାଧାନ ହେବ। ଧନିଷ୍ଠା ନକ୍ଷତ୍ର ଶୁଭ ଦେବ।: [1203, 1792, 1465, 1826]
- event-item: • ରାମଲୀଳା, ନୃସିଂହ ମନ୍ଦିର କମିଟିର ଉପରସ୍ଥ ସମ୍ମିଳନୀ, ସମୟ: ସନ୍ଧ୍ୟା ୭ଟା: [932, 152, 1114, 208]
- page-number: ୨: [1411, 5, 1457, 70]
- rashi-text-continued: ଅନୁମୋଦନ ପାଇଁ କାର୍ଯ୍ୟ କରନ୍ତୁ।: [1125, 1582, 1295, 1597]
- column-rule: [366, 150, 367, 1202]
- district-heading: ପୁରୀ: [8, 1088, 45, 1112]
- zodiac-icon: ♐: [1137, 1510, 1185, 1558]
- jhagadamali-tagline: (ତୁମେ ଲେଖ/ପଢ଼ାଅ ଓ ଗଣମାଧ୍ୟମରେ ନିଜର ଅନ୍ୟାୟକୁ ଝଗଡ଼ାଳିଆ ଚିନ୍ତାରେ ଧରିତ୍ରୀର ପ୍ରୟାସ): [34, 1568, 362, 1601]
- column-rule: [736, 150, 737, 1202]
- event-item: • ବାରିପଦା ପୂଜା ପ୍ୟାଣ୍ଡାଲ ଉଦ୍‌ଘାଟନ, ସ୍ଥାନ: ବାରିପଦା, ସମୟ: ସକାଳ ୮ଟା: [190, 838, 365, 894]
- headline-paragraph: ଅଟକ ଜଣେ ଜଣ ଫେରାର ଅଛନ୍ତି। ଏନେଇ ସୂଚନା ମିଳିବା ପରେ ଥାନା ଅଧିକାରୀ ଘଟଣାସ୍ଥଳରେ ପହଞ୍ଚି ପ୍ରାଥମିକ ତଦନ୍ତ କରିଛନ୍ତି। ପୀଡ଼ିତାଙ୍କ ଡାକ୍ତରୀ ପରୀକ୍ଷା କରାଯାଇଛି।: [556, 1307, 818, 1383]
- rashi-sign: [1125, 1945, 1470, 2095]
- zodiac-icon: ♌: [1137, 890, 1185, 938]
- story-body: ମନ୍ଦିରରେ ଦଳାଚକଟା ଘଟଣାରେ ଅନେକ ଶ୍ରଦ୍ଧାଳୁଙ୍କ ମୃତ୍ୟୁ ହୋଇଛି। ଏକାଦଶୀ ଉପଲକ୍ଷେ ଅଧିକ ଭିଡ଼ ହୋଇଥିବାରୁ ଏହି ଦୁର୍ଘଟଣା ଘଟିଛି। ମୁଖ୍ୟମନ୍ତ୍ରୀ ଶୋକ ପ୍ରକାଶ କରିଛନ୍ତି ଓ ତଦନ୍ତ ନିର୍ଦ୍ଦେଶ ଦେଇଛନ୍ତି। ମୃତକଙ୍କ ପରିବାରକୁ କ୍ଷତିପୂରଣ ଘୋଷଣା କରାଯାଇଛି।: [642, 1560, 882, 1696]
- zodiac-icon: ♓: [1137, 1975, 1185, 2023]
- rashi-name-badge: ମୀନ: [1125, 1945, 1195, 1969]
- events-column: [372, 150, 552, 1202]
- yellow-mark-icon: [1158, 2323, 1168, 2333]
- masthead: [0, 0, 1477, 90]
- event-item: • ଶରତ ରାସ ଯାତ୍ରା ମହୋତ୍ସବ, ସ୍ଥାନ: ଓଡ଼ଗାଁ: [560, 809, 735, 845]
- district-heading: ଜଗତସିଂହପୁର: [372, 840, 481, 864]
- event-item: • ବିଦ୍ୟା ବର୍ଦ୍ଧିନୀ ସମାରୋହ, ସ୍ଥାନ: ଟାଉନହଲ, ନୀଳଗିରି, ସମୟ: ପୂର୍ବାହ୍ନ ୧୦ଟା: [190, 241, 365, 297]
- rashi-text: ଖର୍ଚ୍ଚ ବୃଦ୍ଧି ହେବ। ଉତ୍ତରାଷାଢ଼ା ନକ୍ଷତ୍ର ପରିବାରରେ ସୁଖ ଆଣିବ। ଧନ ଲାଭ ଯୋଗ ଅଛି।: [1203, 1637, 1465, 1671]
- district-heading: କେନ୍ଦ୍ରାପଡ଼ା: [560, 296, 655, 320]
- rashi-name-badge: କନ୍ୟା: [1125, 1015, 1195, 1039]
- rashi-text: ମୃଗଶିରା ନକ୍ଷତ୍ର ପାଇଁ ପରିବାରର ଖର୍ଚ୍ଚ ବୃଦ୍ଧି ପାଇବ। ଯାତ୍ରାରେ ଉପକୃତ ହେବେ। ବନ୍ଧୁମାନଙ୍କ ସହଯୋଗ ମିଳିବ।: [1203, 552, 1465, 605]
- magenta-mark-icon: [1144, 2323, 1154, 2333]
- event-item: • କାର୍ତ୍ତିକେଶ୍ୱର ମନ୍ଦିର ବାର୍ଷିକୋତ୍ସବ: [372, 867, 552, 903]
- event-item: • ଯୁବ ସମ୍ମିଳନୀ, ସ୍ଥାନ: ମହାଦେବ ମନ୍ଦିର, ଗାଗାଁଗାଡ଼, ସମୟ: ସକାଳ ୮ଟା: [560, 323, 735, 379]
- rashi-name-badge: ଧନୁ: [1125, 1480, 1195, 1504]
- event-item: • ମହିଳା ସଂଗଠନ ପକ୍ଷରୁ କାର୍ତ୍ତିକ ବ୍ରତ ଉଦ୍‌ଯାପନ, ସ୍ଥାନ: ଦଶପଲ୍ଲା ସ୍କୁଲ, ସମୟ: ସନ୍ଧ୍ୟା ୬ଟା: [560, 727, 735, 803]
- headline-paragraph: ଯାଜପୁର ରୋଡ଼ ଥାନା ଅନ୍ତର୍ଗତ ଏକ ଗ୍ରାମରେ ଜଣେ ୨୦ ବର୍ଷୀୟା ଯୁବତୀଙ୍କୁ ଗଣବଳାତ୍କାର ଅଭିଯୋଗ ହୋଇଛି। ପୀଡ଼ିତା ଯୁବତୀଙ୍କ ପରିବାର ପକ୍ଷରୁ ଥାନାରେ ଅଭିଯୋଗ ଦାଏର କରାଯାଇଛି।: [8, 1351, 270, 1427]
- story-body: ଓଡ଼ିଶାରେ ସେମିକଣ୍ଡକ୍ଟର ଶିଳ୍ପ ସ୍ଥାପନ ପାଇଁ ଚୁକ୍ତି ସ୍ୱାକ୍ଷରିତ ହୋଇଛି। ଏହା ରାଜ୍ୟର ଶିଳ୍ପାୟନକୁ ନୂଆ ଦିଗ ଦେବ। ହଜାର ହଜାର ଯୁବକଙ୍କୁ ନିଯୁକ୍ତି ମିଳିବ।: [642, 1774, 882, 1850]
- district-heading: ଦେବଗଡ଼: [932, 474, 1003, 498]
- rashi-text-continued: ହେବ। କେତେକ ବାଧାବିଘ୍ନ ଦୂର ହେଲେ ଲାଭ ପ୍ରାପ୍ତ ହେବ।: [1125, 497, 1417, 512]
- anniversary-number: 51: [65, 22, 119, 66]
- district-heading: ଢେଙ୍କାନାଳ: [372, 538, 467, 562]
- zodiac-icon: ♈: [1137, 270, 1185, 318]
- district-heading: ଯାଜପୁର: [560, 447, 628, 471]
- event-item: • ଆଦିବାସୀ ସଂଘ ପକ୍ଷରୁ ଯୁବ ସମ୍ମିଳନୀ, ସ୍ଥାନ: ଗ୍ରାମ୍ୟ ଅଡିଟୋରିୟମ, ସମୟ: ସକାଳ ୮ଟା: [190, 687, 365, 743]
- district-heading: ନୟାଗଡ଼: [560, 638, 629, 662]
- event-item: • ସାଇରେନ ପୁରୁଷ ପାଠାଗାର ପରିସରେ ସଭା, ସ୍ଥାନ: ତିକିରି, ସମୟ: ସନ୍ଧ୍ୟା ୫ଟା: [742, 303, 924, 359]
- district-heading: କଟକ: [8, 917, 54, 941]
- zodiac-icon: ♏: [1137, 1355, 1185, 1403]
- rashi-text: ପୁନର୍ବସୁ ନକ୍ଷତ୍ର କର୍ମକ୍ଷେତ୍ରରେ ସାଧାରଣ ସମସ୍ୟା ଆସିପାରେ। ଆର୍ଥିକ ସ୍ଥିତି ସୁଦୃଢ଼ ହେବ।: [1203, 707, 1465, 741]
- front-col-2: [642, 1490, 882, 2300]
- rashi-text-continued: ଅନୁଗ୍ରହ ହେବ।: [1125, 1892, 1205, 1907]
- event-item: • ଜିଲ୍ଲା ପ୍ରଶାସନ ପକ୍ଷରୁ ଯୁବ ପ୍ରତିଯୋଗିତା, ସ୍ଥାନ: ଭବାନୀପାଟଣା, ସମୟ: ପୂର୍ବାହ୍ନ ୧୦ଟା: [932, 303, 1114, 379]
- dateline-date: ୨ ନଭେମ୍ବର, ୨୦୨୫: [170, 43, 322, 65]
- rashi-text-continued: ସହଯୋଗରେ ପରିବହନ ଲାଭ ହେବ।: [1125, 2047, 1296, 2062]
- rashi-name-badge: ସିଂହ: [1125, 860, 1195, 884]
- event-item: • ସମ୍ବଲପୁରୀ ବସ୍ତ୍ର ମେଳା, ସ୍ଥାନ: ହାଇଟେକ ପଡ଼ିଆ, ସମୟ: ପୂର୍ବାହ୍ନ ୧୧ଟା: [742, 632, 924, 688]
- anniversary-years-label: Years: [77, 63, 107, 76]
- zodiac-icon: ♊: [1137, 580, 1185, 628]
- event-item: • ସାଇବର ସୁରକ୍ଷା ସଚେତନତା କାର୍ଯ୍ୟକ୍ରମ, ସ୍ଥାନ: ଟାଉନ ହଲ, ସମୟ: ପୂର୍ବାହ୍ନ ୧୦ଟା: [932, 412, 1114, 468]
- event-item: • ରାଜ ସାଂସ୍କୃତିକ ମଞ୍ଚ ପକ୍ଷରୁ ଓଡ଼ିଆ ଭାଷା ଓ ପ୍ରଚାର ପ୍ରସାରରେ ଉଦ୍ୟାପନ, ସ୍ଥାନ: ସୂଚନା ଭବନ, ସମୟ: ପୂର୍ବାହ୍ନ ୧୦ଟା: [8, 283, 183, 379]
- event-item: • ତୃତୀୟ ସାହିତ୍ୟ କଳା ମହୋତ୍ସବ ସମାରୋହ, ସ୍ଥାନ: ଶ୍ରୀରାମଚନ୍ଦ୍ର ଭବନ, ସମୟ: ସନ୍ଧ୍ୟା ୫ଟା ୩୦: [8, 1006, 183, 1082]
- headline-body-col-1: [8, 1305, 270, 1445]
- district-heading: କୋରାପୁଟ: [742, 454, 820, 478]
- event-item: • ପଞ୍ଚକ ବ୍ରତ ଓ ରାମ ସଂକୀର୍ତ୍ତନ, ସ୍ଥାନ: ଜୟପୁର, ସମୟ: ସନ୍ଧ୍ୟା ୬ଟା: [742, 481, 924, 537]
- district-heading: ବଲାଙ୍ଗୀର: [742, 783, 829, 807]
- rashi-text: ଅଶ୍ୱିନୀ ନକ୍ଷତ୍ର କାରଣରୁ ପ୍ରତ୍ୟେକ କ୍ଷେତ୍ରରେ ସମସ୍ୟାର ସମ୍ମୁଖୀନ ହେବାକୁ ପଡ଼ିପାରେ। ଯାନବାହନରେ ସାବଧାନ ରହନ୍ତୁ। ଶତ୍ରୁମାନେ ସୁଯୋଗ ଖୋଜିବେ।: [1203, 242, 1465, 314]
- district-heading: ନବରଙ୍ଗପୁର: [742, 365, 852, 389]
- event-item: ସଂଘ ପକ୍ଷରୁ କାର୍ତ୍ତିକେଶ୍ୱର ଯଜ୍ଞ ପୂଜା କାର୍ଯ୍ୟକ୍ରମ, ସ୍ଥାନ: ପାରାଦୀପ, ସମୟ: ସକାଳ ୭ଟା: [560, 152, 735, 208]
- column-rule: [554, 150, 555, 1202]
- district-heading: ବୌଦ୍ଧ: [932, 385, 990, 409]
- zodiac-icon: ♎: [1137, 1200, 1185, 1248]
